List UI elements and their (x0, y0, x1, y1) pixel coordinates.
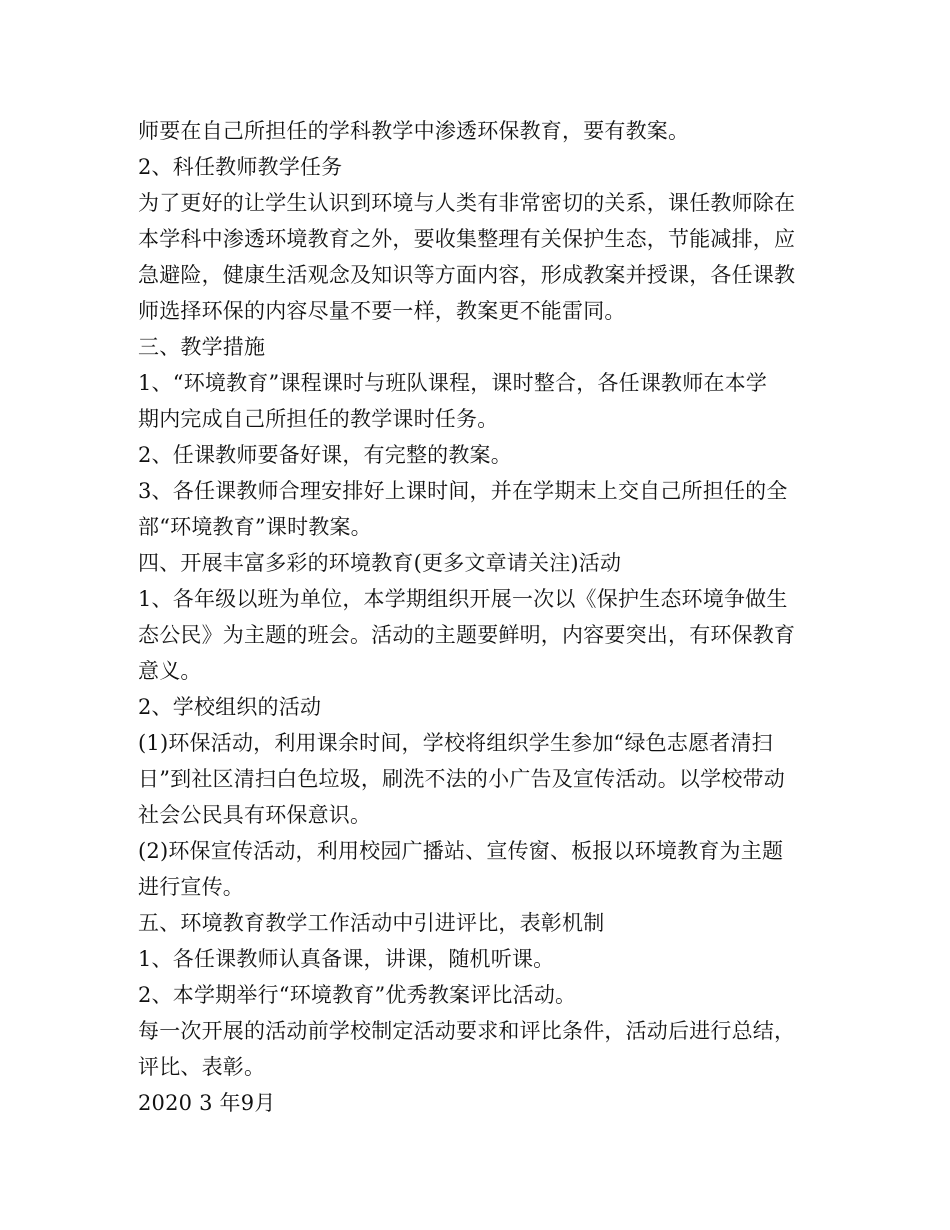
text-line: 师要在自己所担任的学科教学中渗透环保教育，要有教案。 (138, 119, 690, 143)
text-line: 三、教学措施 (138, 335, 266, 359)
text-line: 2、科任教师教学任务 (138, 155, 343, 179)
date-line: 2020 3 年9月 (138, 1091, 276, 1115)
text-line: 2、学校组织的活动 (138, 695, 322, 719)
text-line: 为了更好的让学生认识到环境与人类有非常密切的关系，课任教师除在 (138, 191, 796, 215)
text-line: 评比、表彰。 (138, 1055, 266, 1079)
text-line: 日”到社区清扫白色垃圾，刷洗不法的小广告及宣传活动。以学校带动 (138, 767, 785, 791)
text-line: 2、本学期举行“环境教育”优秀教案评比活动。 (138, 983, 577, 1007)
text-line: (2)环保宣传活动，利用校园广播站、宣传窗、板报以环境教育为主题 (138, 839, 784, 863)
text-line: 进行宣传。 (138, 875, 244, 899)
text-line: 1、各任课教师认真备课，讲课，随机听课。 (138, 947, 555, 971)
text-line: 本学科中渗透环境教育之外，要收集整理有关保护生态，节能减排，应 (138, 227, 796, 251)
text-line: 师选择环保的内容尽量不要一样，教案更不能雷同。 (138, 299, 626, 323)
text-line: 意义。 (138, 659, 202, 683)
text-line: 部“环境教育”课时教案。 (138, 515, 372, 539)
text-line: 四、开展丰富多彩的环境教育(更多文章请关注)活动 (138, 551, 622, 575)
text-line: 期内完成自己所担任的教学课时任务。 (138, 407, 499, 431)
text-line: 态公民》为主题的班会。活动的主题要鲜明，内容要突出，有环保教育 (138, 623, 796, 647)
text-line: 急避险，健康生活观念及知识等方面内容，形成教案并授课，各任课教 (138, 263, 796, 287)
text-line: 1、各年级以班为单位，本学期组织开展一次以《保护生态环境争做生 (138, 587, 788, 611)
text-line: 2、任课教师要备好课，有完整的教案。 (138, 443, 512, 467)
text-line: (1)环保活动，利用课余时间，学校将组织学生参加“绿色志愿者清扫 (138, 731, 773, 755)
text-line: 五、环境教育教学工作活动中引进评比，表彰机制 (138, 911, 605, 935)
text-line: 3、各任课教师合理安排好上课时间，并在学期末上交自己所担任的全 (138, 479, 788, 503)
text-line: 社会公民具有环保意识。 (138, 803, 372, 827)
document-body (138, 113, 818, 1121)
text-line: 1、“环境教育”课程课时与班队课程，课时整合，各任课教师在本学 (138, 371, 768, 395)
text-line: 每一次开展的活动前学校制定活动要求和评比条件，活动后进行总结， (138, 1019, 796, 1043)
